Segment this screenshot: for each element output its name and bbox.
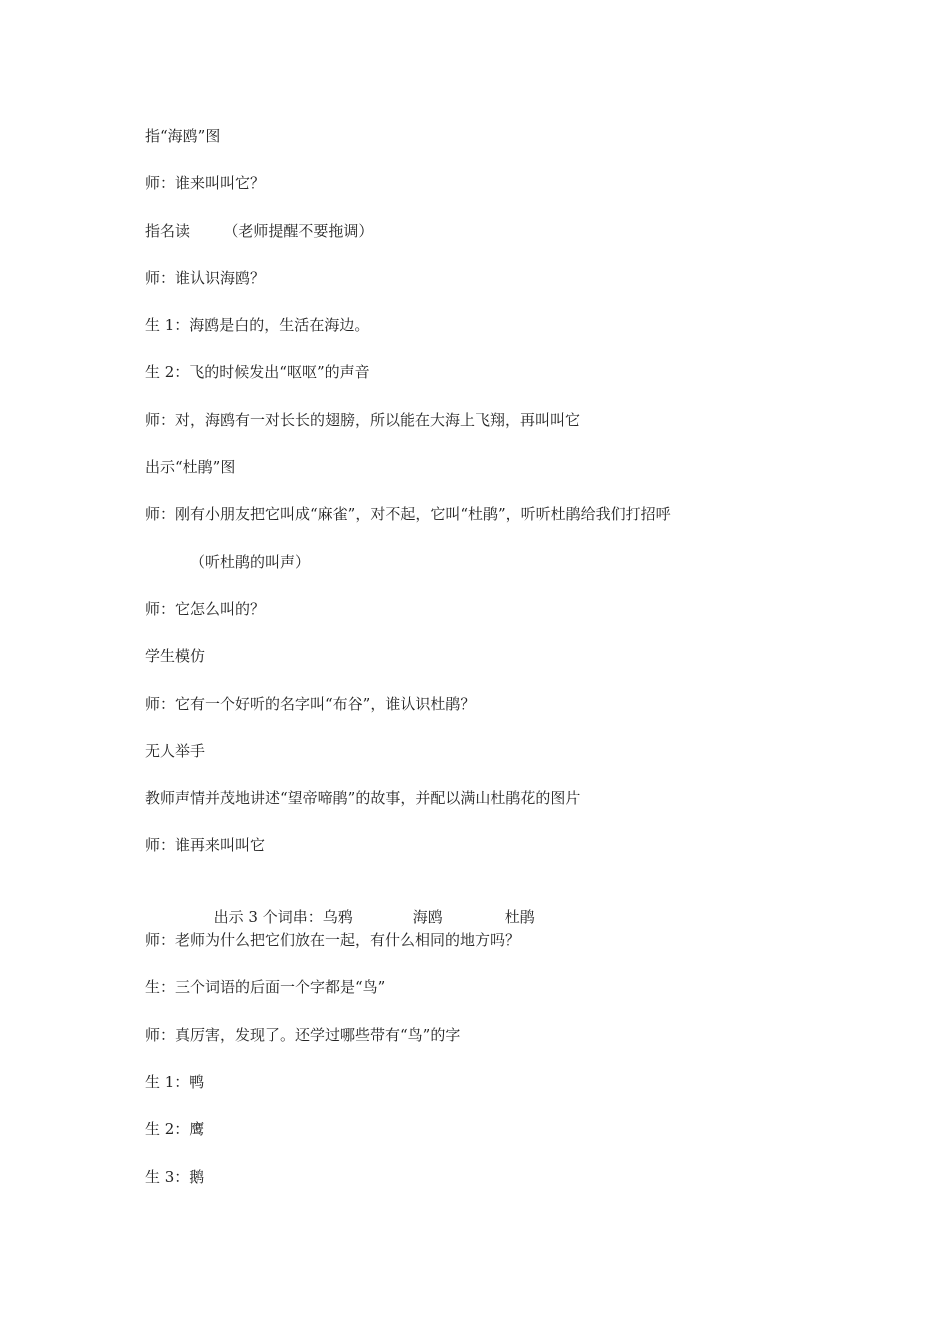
text-line: 出示“杜鹃”图: [145, 458, 236, 477]
text-line: 师：真厉害，发现了。还学过哪些带有“鸟”的字: [145, 1025, 461, 1044]
text-line: 师：老师为什么把它们放在一起，有什么相同的地方吗？: [145, 931, 521, 950]
text-line: 指“海鸥”图: [145, 127, 221, 145]
text-line: 生 2：鹰: [145, 1120, 205, 1139]
text-line: 生 2：飞的时候发出“呕呕”的声音: [145, 363, 370, 382]
text-line: 指名读 （老师提醒不要拖调）: [145, 221, 374, 240]
text-line: 学生模仿: [145, 647, 206, 666]
word-group-prefix: 出示 3 个词串：乌鸦: [213, 907, 353, 926]
text-line: 师：对，海鸥有一对长长的翅膀，所以能在大海上飞翔，再叫叫它: [145, 410, 581, 429]
word-seagull: 海鸥: [412, 907, 443, 926]
word-cuckoo: 杜鹃: [504, 907, 535, 926]
text-line: 生 3：鹅: [145, 1167, 205, 1186]
lesson-transcript: [145, 124, 845, 1212]
text-line: 生 1：海鸥是白的，生活在海边。: [145, 316, 370, 335]
text-line: 师：它有一个好听的名字叫“布谷”，谁认识杜鹃？: [145, 694, 476, 713]
text-line: 生：三个词语的后面一个字都是“鸟”: [145, 978, 386, 997]
text-line: 无人举手: [145, 741, 206, 760]
text-line: （听杜鹃的叫声）: [190, 552, 311, 571]
text-line: 师：谁再来叫叫它: [145, 836, 266, 855]
text-line: 师：谁认识海鸥？: [145, 268, 266, 287]
text-line: 教师声情并茂地讲述“望帝啼鹃”的故事，并配以满山杜鹃花的图片: [145, 789, 581, 808]
text-line: 生 1：鸭: [145, 1072, 205, 1091]
text-line: 师：刚有小朋友把它叫成“麻雀”，对不起，它叫“杜鹃”，听听杜鹃给我们打招呼: [145, 505, 671, 524]
text-line: 师：它怎么叫的？: [145, 599, 266, 618]
text-line: 师：谁来叫叫它？: [145, 174, 266, 193]
word-group-line: [145, 881, 845, 928]
